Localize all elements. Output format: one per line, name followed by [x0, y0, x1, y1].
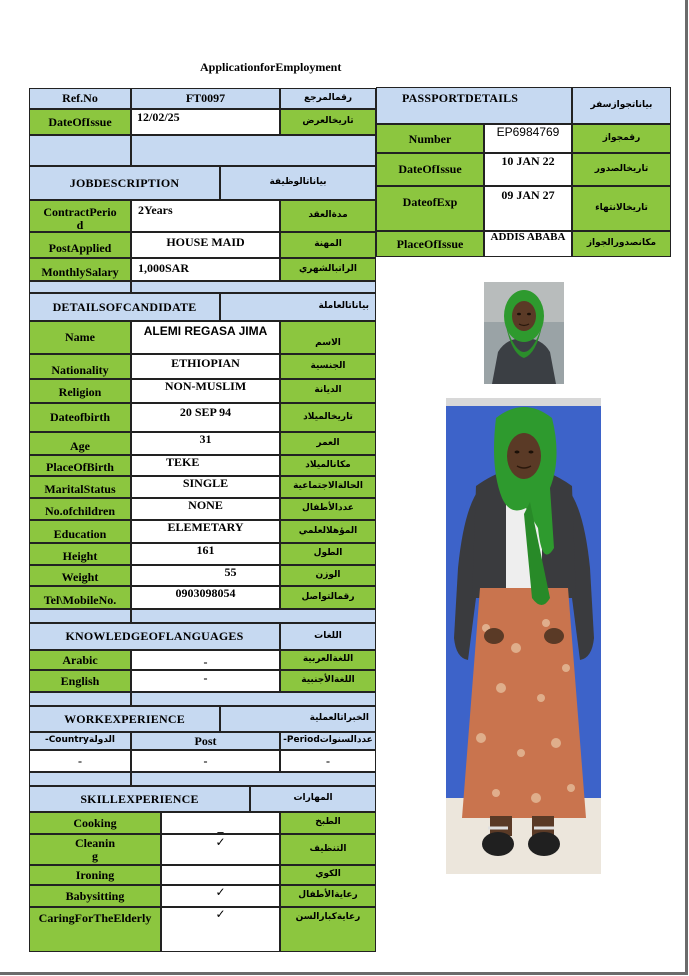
- candidate-education-value: ELEMETARY: [131, 520, 280, 543]
- spacer-cell: [29, 772, 131, 786]
- candidate-education-ar: المؤهلالعلمي: [280, 520, 376, 543]
- candidate-pob-label: PlaceOfBirth: [29, 455, 131, 476]
- candidate-children-label: No.ofchildren: [29, 498, 131, 520]
- passport-exp-ar: تاريخالانتهاء: [572, 186, 671, 231]
- languages-header: KNOWLEDGEOFLANGUAGES: [29, 623, 280, 650]
- candidate-nationality-value: ETHIOPIAN: [131, 354, 280, 379]
- candidate-height-label: Height: [29, 543, 131, 565]
- spacer-cell: [131, 135, 376, 166]
- candidate-age-value: 31: [131, 432, 280, 455]
- skill-ironing-value: _: [161, 865, 280, 885]
- job-salary-value: 1,000SAR: [131, 258, 280, 281]
- lang-arabic-ar: اللغةالعربية: [280, 650, 376, 670]
- candidate-photo-full: [446, 398, 601, 874]
- skills-header: SKILLEXPERIENCE: [29, 786, 250, 812]
- passport-place-label: PlaceOfIssue: [376, 231, 484, 257]
- candidate-weight-ar: الوزن: [280, 565, 376, 586]
- skill-cooking-label: Cooking: [29, 812, 161, 834]
- date-of-issue-ar: تاريخالعرض: [280, 109, 376, 135]
- work-header-ar: الخبراتالعملية: [220, 706, 376, 732]
- candidate-name-value: ALEMI REGASA JIMA: [131, 321, 280, 354]
- skill-babysitting-ar: رعايةالأطفال: [280, 885, 376, 907]
- work-period-value: -: [280, 750, 376, 772]
- passport-exp-label: DateofExp: [376, 186, 484, 231]
- work-col-country: [29, 732, 131, 750]
- spacer-cell: [131, 772, 376, 786]
- candidate-marital-label: MaritalStatus: [29, 476, 131, 498]
- job-contract-label: ContractPerio d: [29, 200, 131, 232]
- work-col-period: [280, 732, 376, 750]
- spacer-cell: [29, 281, 131, 293]
- passport-number-label: Number: [376, 124, 484, 153]
- job-header-ar: بياناتالوظيفة: [220, 166, 376, 200]
- lang-arabic-label: Arabic: [29, 650, 131, 670]
- lang-english-label: English: [29, 670, 131, 692]
- job-contract-ar: مدةالعقد: [280, 200, 376, 232]
- passport-place-value: ADDIS ABABA: [484, 231, 572, 257]
- candidate-age-ar: العمر: [280, 432, 376, 455]
- candidate-dob-label: Dateofbirth: [29, 403, 131, 432]
- spacer-cell: [29, 692, 131, 706]
- candidate-education-label: Education: [29, 520, 131, 543]
- candidate-dob-ar: تاريخالميلاد: [280, 403, 376, 432]
- portrait-graphic: [484, 282, 564, 384]
- languages-header-ar: اللغات: [280, 623, 376, 650]
- candidate-name-ar: الاسم: [280, 321, 376, 354]
- skill-babysitting-label: Babysitting: [29, 885, 161, 907]
- job-salary-label: MonthlySalary: [29, 258, 131, 281]
- skill-cleaning-label: Cleanin g: [29, 834, 161, 865]
- candidate-tel-value: 0903098054: [131, 586, 280, 609]
- skill-ironing-label: Ironing: [29, 865, 161, 885]
- job-post-value: HOUSE MAID: [131, 232, 280, 258]
- spacer-cell: [29, 609, 131, 623]
- candidate-height-value: 161: [131, 543, 280, 565]
- work-col-post: Post: [131, 732, 280, 750]
- candidate-tel-label: Tel\MobileNo.: [29, 586, 131, 609]
- ref-no-value: FT0097: [131, 88, 280, 109]
- job-salary-ar: الراتبالشهري: [280, 258, 376, 281]
- candidate-name-label: Name: [29, 321, 131, 354]
- full-body-graphic: [446, 398, 601, 874]
- candidate-pob-ar: مكانالميلاد: [280, 455, 376, 476]
- candidate-pob-value: TEKE: [131, 455, 280, 476]
- candidate-nationality-ar: الجنسية: [280, 354, 376, 379]
- spacer-cell: [131, 281, 376, 293]
- passport-exp-value: 09 JAN 27: [484, 186, 572, 231]
- skill-babysitting-value: ✓: [161, 885, 280, 907]
- skill-cooking-value: _: [161, 812, 280, 834]
- skill-elderly-value: ✓: [161, 907, 280, 952]
- candidate-religion-label: Religion: [29, 379, 131, 403]
- passport-number-ar: رقمجواز: [572, 124, 671, 153]
- work-post-value: -: [131, 750, 280, 772]
- passport-number-value: EP6984769: [484, 124, 572, 153]
- skill-cleaning-ar: التنظيف: [280, 834, 376, 865]
- candidate-nationality-label: Nationality: [29, 354, 131, 379]
- passport-issue-ar: تاريخالصدور: [572, 153, 671, 186]
- candidate-height-ar: الطول: [280, 543, 376, 565]
- date-of-issue-label: DateOfIssue: [29, 109, 131, 135]
- candidate-weight-label: Weight: [29, 565, 131, 586]
- skill-elderly-label: CaringForTheElderly: [29, 907, 161, 952]
- spacer-cell: [131, 609, 376, 623]
- skill-cleaning-value: ✓: [161, 834, 280, 865]
- passport-issue-label: DateOfIssue: [376, 153, 484, 186]
- work-col-period-text: -Periodعددالسنوات: [283, 735, 373, 746]
- passport-header-ar: بياناتجوازسفر: [572, 87, 671, 124]
- job-contract-value: 2Years: [131, 200, 280, 232]
- candidate-religion-value: NON-MUSLIM: [131, 379, 280, 403]
- candidate-dob-value: 20 SEP 94: [131, 403, 280, 432]
- candidate-children-value: NONE: [131, 498, 280, 520]
- candidate-age-label: Age: [29, 432, 131, 455]
- candidate-header-ar: بياناتالعاملة: [220, 293, 376, 321]
- work-header: WORKEXPERIENCE: [29, 706, 220, 732]
- candidate-weight-value: 55: [131, 565, 280, 586]
- lang-english-ar: اللغةالأجنبية: [280, 670, 376, 692]
- work-country-value: -: [29, 750, 131, 772]
- lang-english-value: -: [131, 670, 280, 692]
- job-post-label: PostApplied: [29, 232, 131, 258]
- candidate-marital-value: SINGLE: [131, 476, 280, 498]
- work-col-country-text: -Countryالدولة: [44, 735, 116, 746]
- candidate-marital-ar: الحالةالاجتماعية: [280, 476, 376, 498]
- skills-header-ar: المهارات: [250, 786, 376, 812]
- passport-issue-value: 10 JAN 22: [484, 153, 572, 186]
- passport-place-ar: مكانصدورالجواز: [572, 231, 671, 257]
- candidate-photo-small: [484, 282, 564, 384]
- candidate-children-ar: عددالأطفال: [280, 498, 376, 520]
- skill-cooking-ar: الطبخ: [280, 812, 376, 834]
- candidate-header: DETAILSOFCANDIDATE: [29, 293, 220, 321]
- date-of-issue-value: 12/02/25: [131, 109, 280, 135]
- spacer-cell: [131, 692, 376, 706]
- passport-header: PASSPORTDETAILS: [376, 87, 572, 124]
- skill-elderly-ar: رعايةكبارالسن: [280, 907, 376, 952]
- lang-arabic-value: -: [131, 650, 280, 670]
- ref-no-ar: رقمالمرجع: [280, 88, 376, 109]
- skill-ironing-ar: الكوي: [280, 865, 376, 885]
- candidate-tel-ar: رقمالتواصل: [280, 586, 376, 609]
- spacer-cell: [29, 135, 131, 166]
- job-header: JOBDESCRIPTION: [29, 166, 220, 200]
- ref-no-label: Ref.No: [29, 88, 131, 109]
- job-post-ar: المهنة: [280, 232, 376, 258]
- candidate-religion-ar: الديانة: [280, 379, 376, 403]
- page-title: ApplicationforEmployment: [200, 60, 342, 74]
